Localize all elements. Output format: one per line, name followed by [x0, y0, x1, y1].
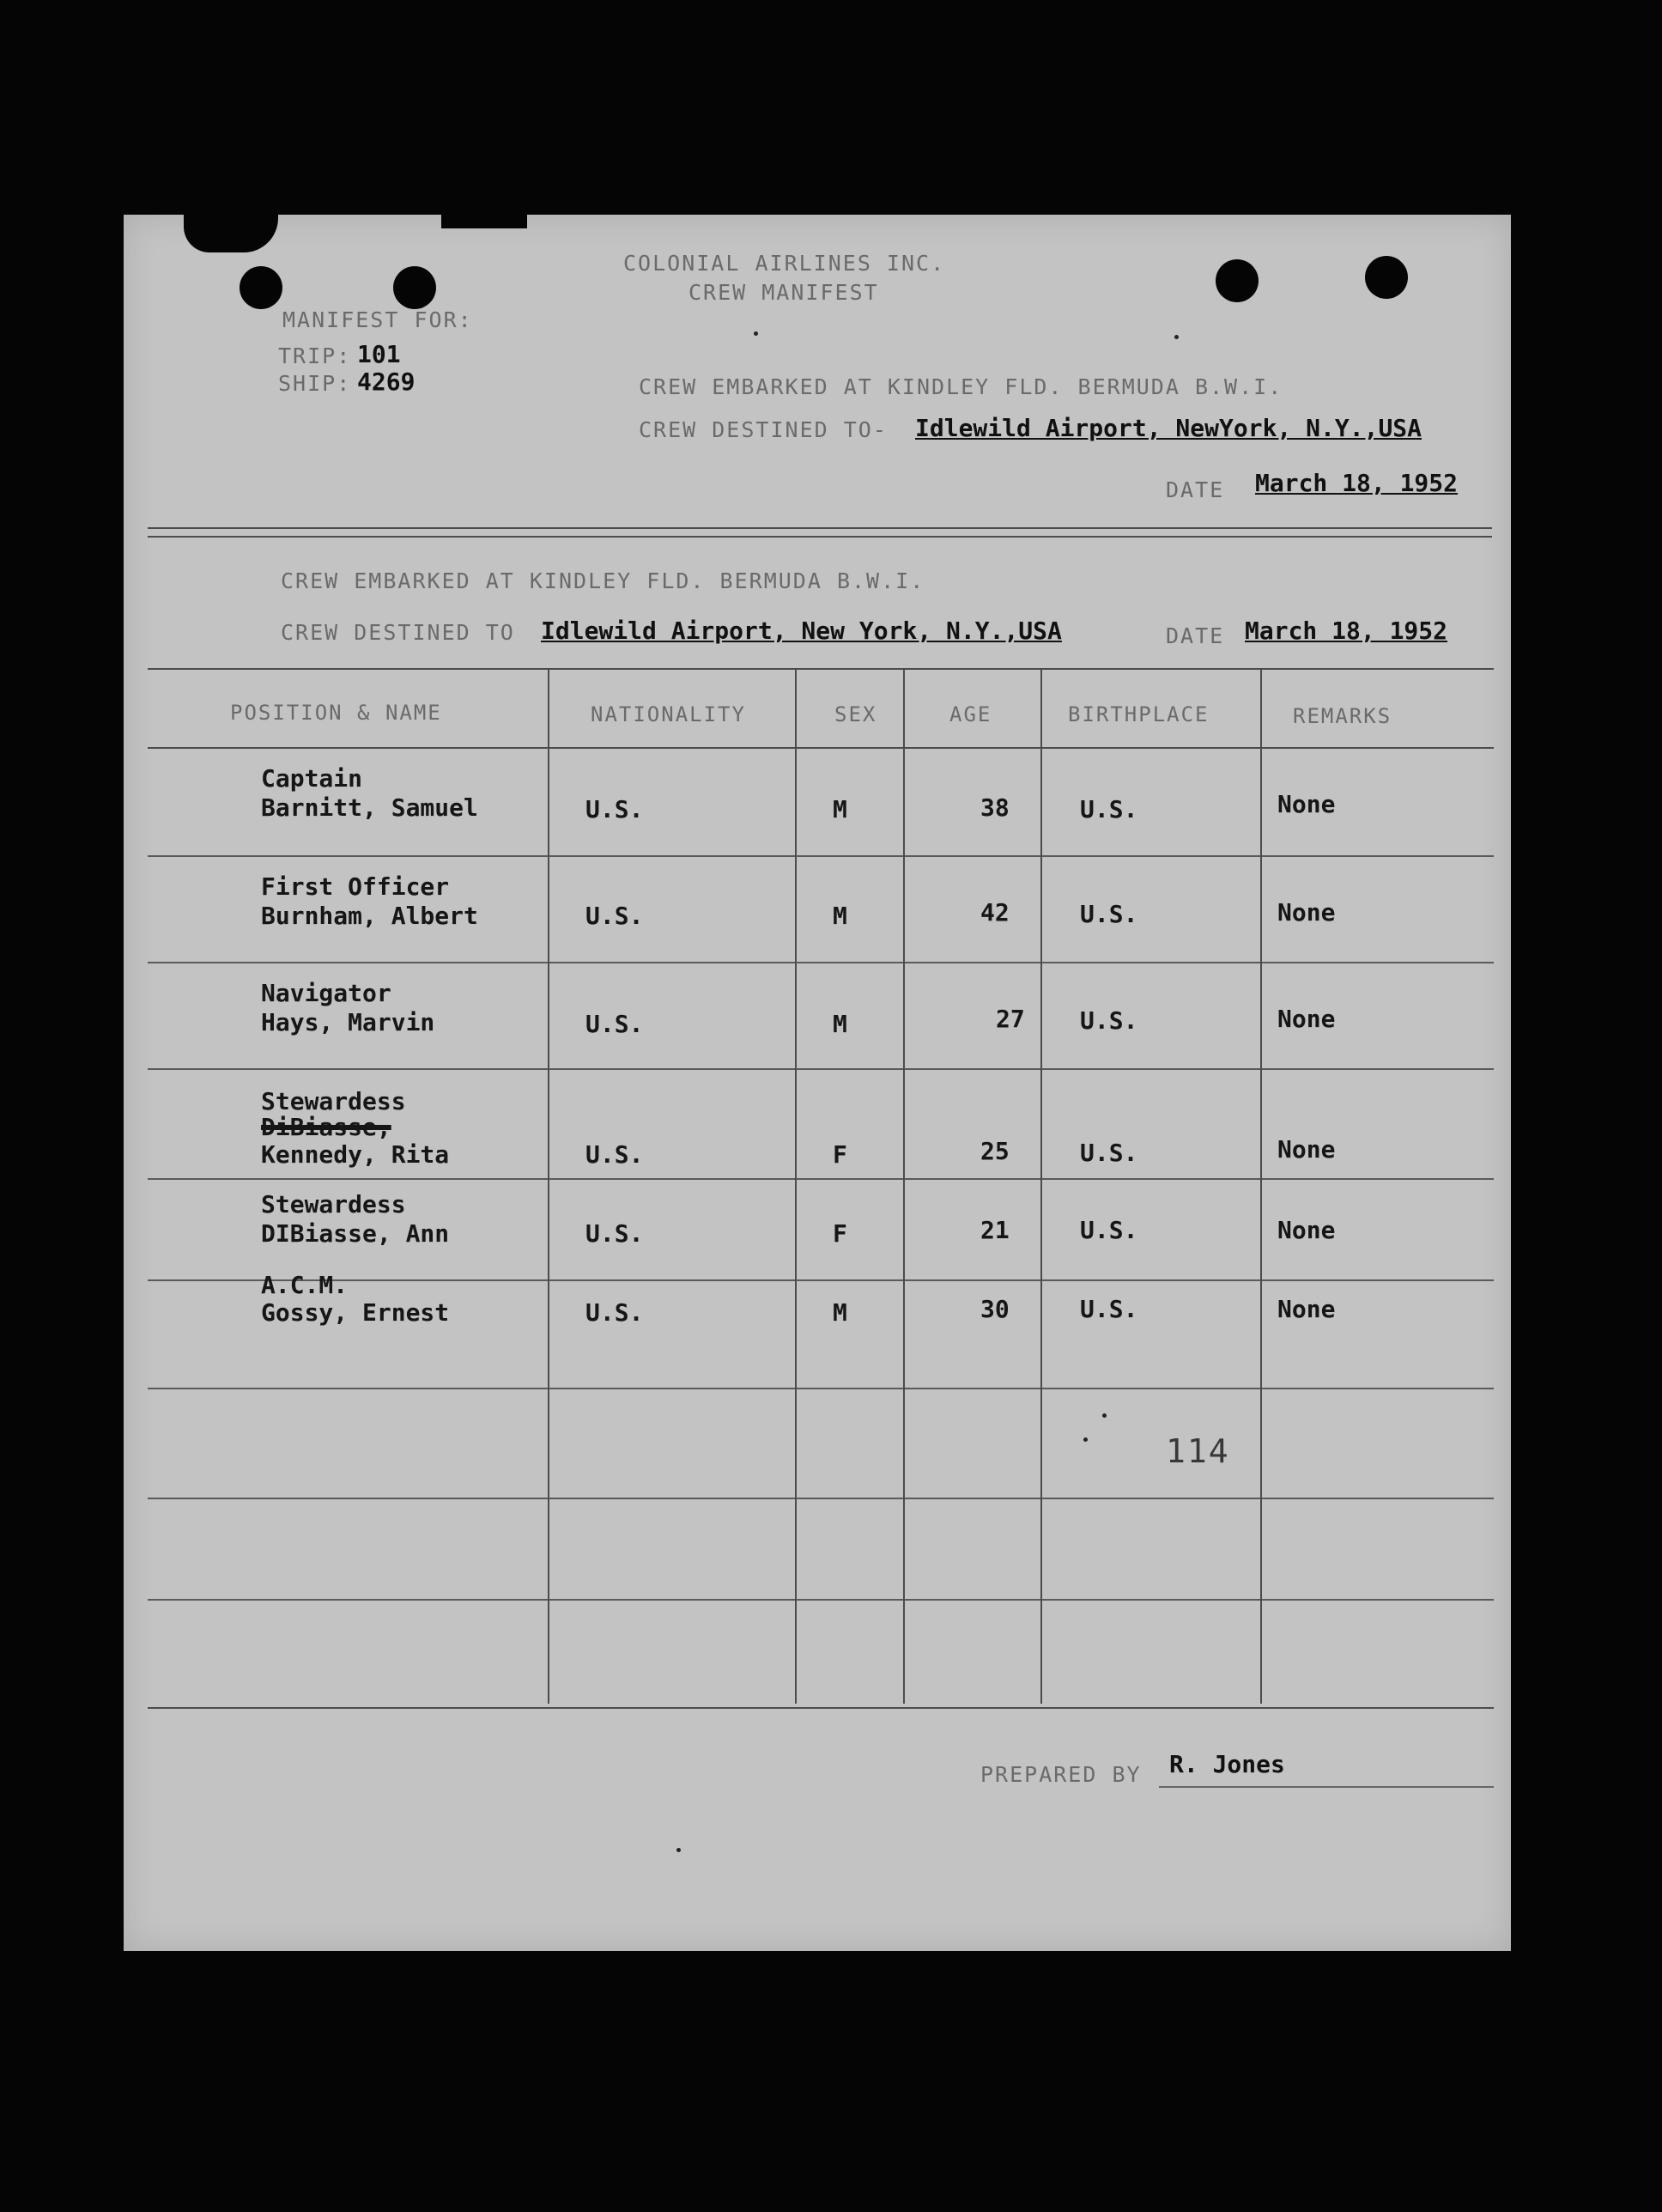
date-value-2: March 18, 1952: [1245, 617, 1448, 645]
date-label: DATE: [1166, 477, 1225, 502]
destined-label: CREW DESTINED TO-: [639, 417, 888, 442]
crew-position: Navigator: [261, 979, 391, 1007]
crew-sex: M: [833, 1010, 847, 1038]
manifest-page: [124, 215, 1511, 1951]
signature-line: [1159, 1786, 1494, 1788]
destined-label-2: CREW DESTINED TO: [281, 620, 515, 645]
crew-sex: F: [833, 1219, 847, 1248]
col-rule: [1040, 668, 1042, 1704]
crew-birthplace: U.S.: [1080, 795, 1138, 823]
crew-remarks: None: [1277, 1295, 1336, 1323]
row-rule: [148, 855, 1494, 857]
crew-position: Stewardess: [261, 1190, 406, 1218]
table-bottom-rule: [148, 1707, 1494, 1709]
crew-age: 30: [980, 1295, 1010, 1323]
crew-nationality: U.S.: [585, 902, 644, 930]
col-rule: [903, 668, 905, 1704]
crew-remarks: None: [1277, 1005, 1336, 1033]
ship-label: SHIP:: [278, 371, 352, 396]
crew-position: A.C.M.: [261, 1271, 349, 1299]
crew-position: Stewardess: [261, 1087, 406, 1115]
crew-nationality: U.S.: [585, 1298, 644, 1327]
crew-birthplace: U.S.: [1080, 1295, 1138, 1323]
col-rule: [1260, 668, 1262, 1704]
date-value: March 18, 1952: [1255, 469, 1459, 497]
crew-birthplace: U.S.: [1080, 1006, 1138, 1035]
crew-name: Gossy, Ernest: [261, 1298, 450, 1327]
torn-edge: [441, 215, 527, 228]
company-name: COLONIAL AIRLINES INC.: [623, 251, 946, 276]
ship-value: 4269: [357, 368, 416, 396]
date-label-2: DATE: [1166, 623, 1225, 648]
col-header-birthplace: BIRTHPLACE: [1068, 702, 1210, 726]
divider: [148, 536, 1492, 538]
crew-age: 25: [980, 1137, 1010, 1165]
speck: [676, 1848, 681, 1852]
row-rule: [148, 1498, 1494, 1499]
crew-sex: M: [833, 1298, 847, 1327]
col-header-age: AGE: [949, 702, 992, 726]
crew-birthplace: U.S.: [1080, 1216, 1138, 1244]
embarked-label: CREW EMBARKED AT KINDLEY FLD. BERMUDA B.W.I.: [639, 374, 1283, 399]
col-header-remarks: REMARKS: [1293, 704, 1392, 728]
row-rule: [148, 1599, 1494, 1601]
crew-position: Captain: [261, 764, 363, 793]
crew-birthplace: U.S.: [1080, 1139, 1138, 1167]
row-rule: [148, 1388, 1494, 1389]
crew-position: First Officer: [261, 872, 450, 901]
speck: [754, 331, 758, 336]
crew-age: 38: [980, 793, 1010, 822]
trip-label: TRIP:: [278, 343, 352, 368]
punch-hole: [240, 266, 282, 309]
manifest-for-label: MANIFEST FOR:: [282, 307, 473, 332]
crew-age: 27: [996, 1005, 1025, 1033]
punch-hole: [393, 266, 436, 309]
prepared-by-value: R. Jones: [1169, 1750, 1285, 1778]
table-header-rule: [148, 747, 1494, 749]
crew-nationality: U.S.: [585, 1219, 644, 1248]
crew-struck-name: DiBiasse,: [261, 1113, 391, 1141]
crew-sex: F: [833, 1140, 847, 1169]
crew-sex: M: [833, 902, 847, 930]
crew-name: Barnitt, Samuel: [261, 793, 478, 822]
speck: [1102, 1413, 1107, 1418]
crew-name: Hays, Marvin: [261, 1008, 435, 1036]
crew-age: 21: [980, 1216, 1010, 1244]
trip-value: 101: [357, 340, 401, 368]
col-header-position: POSITION & NAME: [230, 701, 442, 725]
destined-value: Idlewild Airport, NewYork, N.Y.,USA: [915, 414, 1422, 442]
crew-sex: M: [833, 795, 847, 823]
crew-nationality: U.S.: [585, 1010, 644, 1038]
torn-corner: [184, 215, 278, 252]
crew-nationality: U.S.: [585, 1140, 644, 1169]
punch-hole: [1216, 259, 1259, 302]
crew-age: 42: [980, 898, 1010, 927]
crew-remarks: None: [1277, 1135, 1336, 1164]
col-header-sex: SEX: [834, 702, 877, 726]
crew-birthplace: U.S.: [1080, 900, 1138, 928]
form-title: CREW MANIFEST: [688, 280, 879, 305]
destined-value-2: Idlewild Airport, New York, N.Y.,USA: [541, 617, 1062, 645]
prepared-by-label: PREPARED BY: [980, 1762, 1142, 1787]
embarked-label-2: CREW EMBARKED AT KINDLEY FLD. BERMUDA B.W.I.: [281, 568, 925, 593]
row-rule: [148, 1068, 1494, 1070]
crew-remarks: None: [1277, 898, 1336, 927]
speck: [1174, 335, 1179, 339]
page-number: 114: [1166, 1432, 1230, 1470]
speck: [1083, 1437, 1088, 1442]
table-top-rule: [148, 668, 1494, 670]
row-rule: [148, 1178, 1494, 1180]
crew-name: Kennedy, Rita: [261, 1140, 450, 1169]
punch-hole: [1365, 256, 1408, 299]
divider: [148, 527, 1492, 529]
col-rule: [548, 668, 549, 1704]
col-header-nationality: NATIONALITY: [591, 702, 746, 726]
row-rule: [148, 962, 1494, 963]
crew-nationality: U.S.: [585, 795, 644, 823]
crew-remarks: None: [1277, 790, 1336, 818]
col-rule: [795, 668, 797, 1704]
crew-remarks: None: [1277, 1216, 1336, 1244]
crew-name: Burnham, Albert: [261, 902, 478, 930]
crew-name: DIBiasse, Ann: [261, 1219, 450, 1248]
row-rule: [148, 1279, 1494, 1281]
